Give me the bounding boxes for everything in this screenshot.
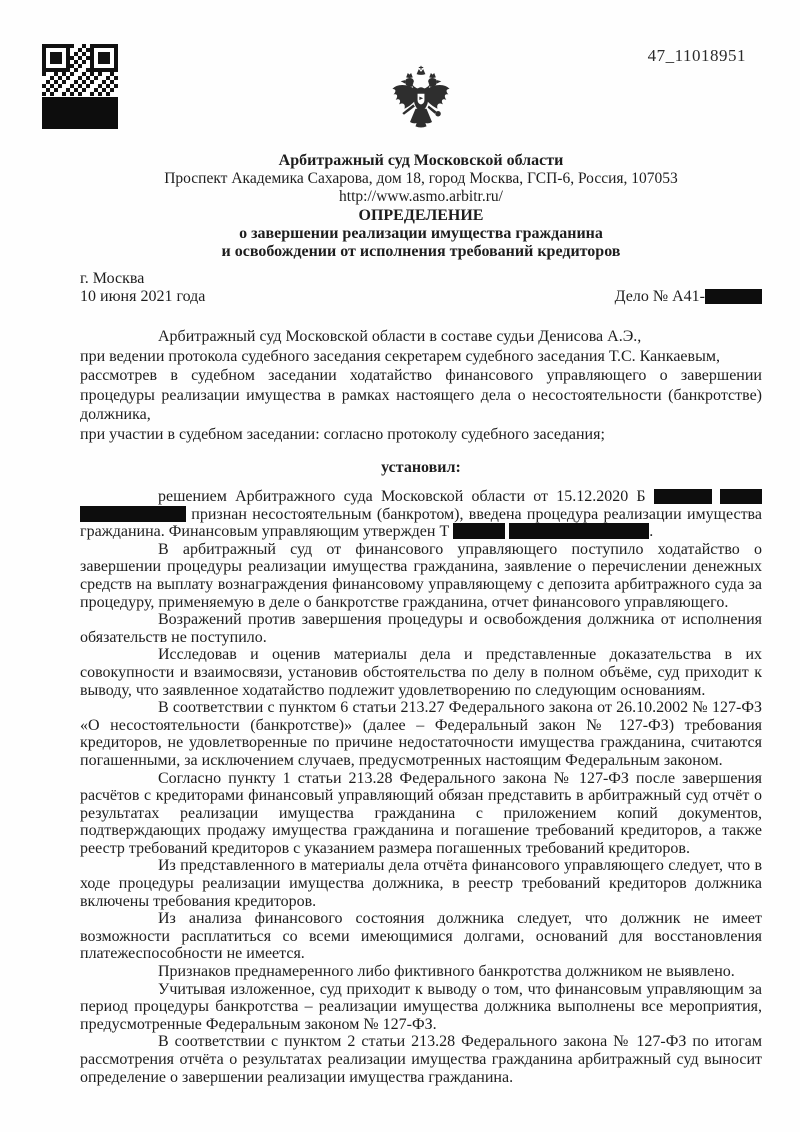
body-paragraph: Согласно пункту 1 статьи 213.28 Федерального закона № 127-ФЗ после завершения расчётов с кредиторами финансовый управляющий обязан представить в арбитражный суд отчёт о результатах реализации имущества гражданина с приложением копий документов, подтверждающих продажу имущества гражданина и погашение требований кредиторов, а также реестр требований кредиторов с указанием размера погашенных требований кредиторов. [80,769,762,857]
body-paragraph: В соответствии с пунктом 6 статьи 213.27 Федерального закона от 26.10.2002 № 127-ФЗ «О несостоятельности (банкротстве)» (далее – Федеральный закон № 127-ФЗ) требования кредиторов, не удовлетворенные по причине недостаточности имущества гражданина, считаются погашенными, за исключением случаев, предусмотренных настоящим Федеральным законом. [80,699,762,769]
court-website: http://www.asmo.arbitr.ru/ [339,188,503,205]
body-text [80,488,762,1086]
body-paragraph: Из анализа финансового состояния должника следует, что должник не имеет возможности расплатиться со всеми имеющимися долгами, оснований для восстановления платежеспособности не имеется. [80,910,762,963]
body-paragraph: Возражений против завершения процедуры и освобождения должника от исполнения обязательств не поступило. [80,611,762,646]
body-paragraph: В арбитражный суд от финансового управляющего поступило ходатайство о завершении процедуры реализации имущества гражданина, заявление о перечислении денежных средств на выплату вознаграждения финансовому управляющему с депозита арбитражного суда за процедуру, применяемую в деле о банкротстве гражданина, отчет финансового управляющего. [80,540,762,611]
case-number-redaction-box [705,289,762,304]
document-number: 47_11018951 [647,46,746,65]
body-paragraph: Исследовав и оценив материалы дела и представленные доказательства в их совокупности и взаимосвязи, установив обстоятельства по делу в полном объёме, суд приходит к выводу, что заявленное ходатайство подлежит удовлетворению по следующим основаниям. [80,646,762,699]
qr-code-icon [42,44,118,129]
body-paragraph-redacted [80,488,762,541]
redaction-box [654,489,712,504]
qr-redaction-box [42,97,118,129]
intro-participants: при участии в судебном заседании: согласно протоколу судебного заседания; [80,425,605,443]
body-paragraph: Признаков преднамеренного либо фиктивного банкротства должником не выявлено. [158,963,735,981]
date: 10 июня 2021 года [80,288,206,305]
redaction-box [80,506,186,522]
para1-text-2: признан несостоятельным (банкротом), введена процедура реализации имущества гражданина. Финансовым управляющим утвержден Т [80,505,762,541]
city: г. Москва [80,270,145,287]
body-paragraph: Учитывая изложенное, суд приходит к выводу о том, что финансовым управляющим за период процедуры банкротства – реализации имущества должника выполнены все мероприятия, предусмотренные Федеральным законом № 127-ФЗ. [80,980,762,1033]
case-number-label: Дело № А41- [614,288,705,305]
body-paragraphs [80,541,762,1086]
doc-title: ОПРЕДЕЛЕНИЕ [358,207,484,224]
doc-subtitle-line2: и освобождении от исполнения требований кредиторов [221,243,621,260]
redaction-box [509,523,649,539]
intro-subject: рассмотрев в судебном заседании ходатайство финансового управляющего о завершении процедуры реализации имущества в рамках настоящего дела о несостоятельности (банкротстве) должника, [80,367,762,423]
qr-code-pattern [42,44,118,96]
redaction-box [720,489,762,504]
ruling-heading: установил: [381,459,461,476]
doc-subtitle-line1: о завершении реализации имущества гражданина [239,225,603,242]
court-address: Проспект Академика Сахарова, дом 18, город Москва, ГСП-6, Россия, 107053 [164,170,678,187]
redaction-box [453,523,505,539]
para1-text-3: . [649,523,654,541]
intro-secretary: при ведении протокола судебного заседания секретарем судебного заседания Т.С. Канкаевым, [80,347,720,365]
intro-court-composition: Арбитражный суд Московской области в составе судьи Денисова А.Э., [158,328,642,345]
body-paragraph: В соответствии с пунктом 2 статьи 213.28 Федерального закона № 127-ФЗ по итогам рассмотрения отчёта о результатах реализации имущества гражданина арбитражный суд выносит определение о завершении реализации имущества гражданина. [80,1033,762,1086]
case-number [615,288,762,306]
body-paragraph: Из представленного в материалы дела отчёта финансового управляющего следует, что в ходе процедуры реализации имущества должника, в реестр требований кредиторов должника включены требования кредиторов. [80,857,762,910]
court-name: Арбитражный суд Московской области [278,152,564,169]
para1-text-1: решением Арбитражного суда Московской области от 15.12.2020 Б [158,488,646,505]
coat-of-arms-icon [388,64,454,148]
